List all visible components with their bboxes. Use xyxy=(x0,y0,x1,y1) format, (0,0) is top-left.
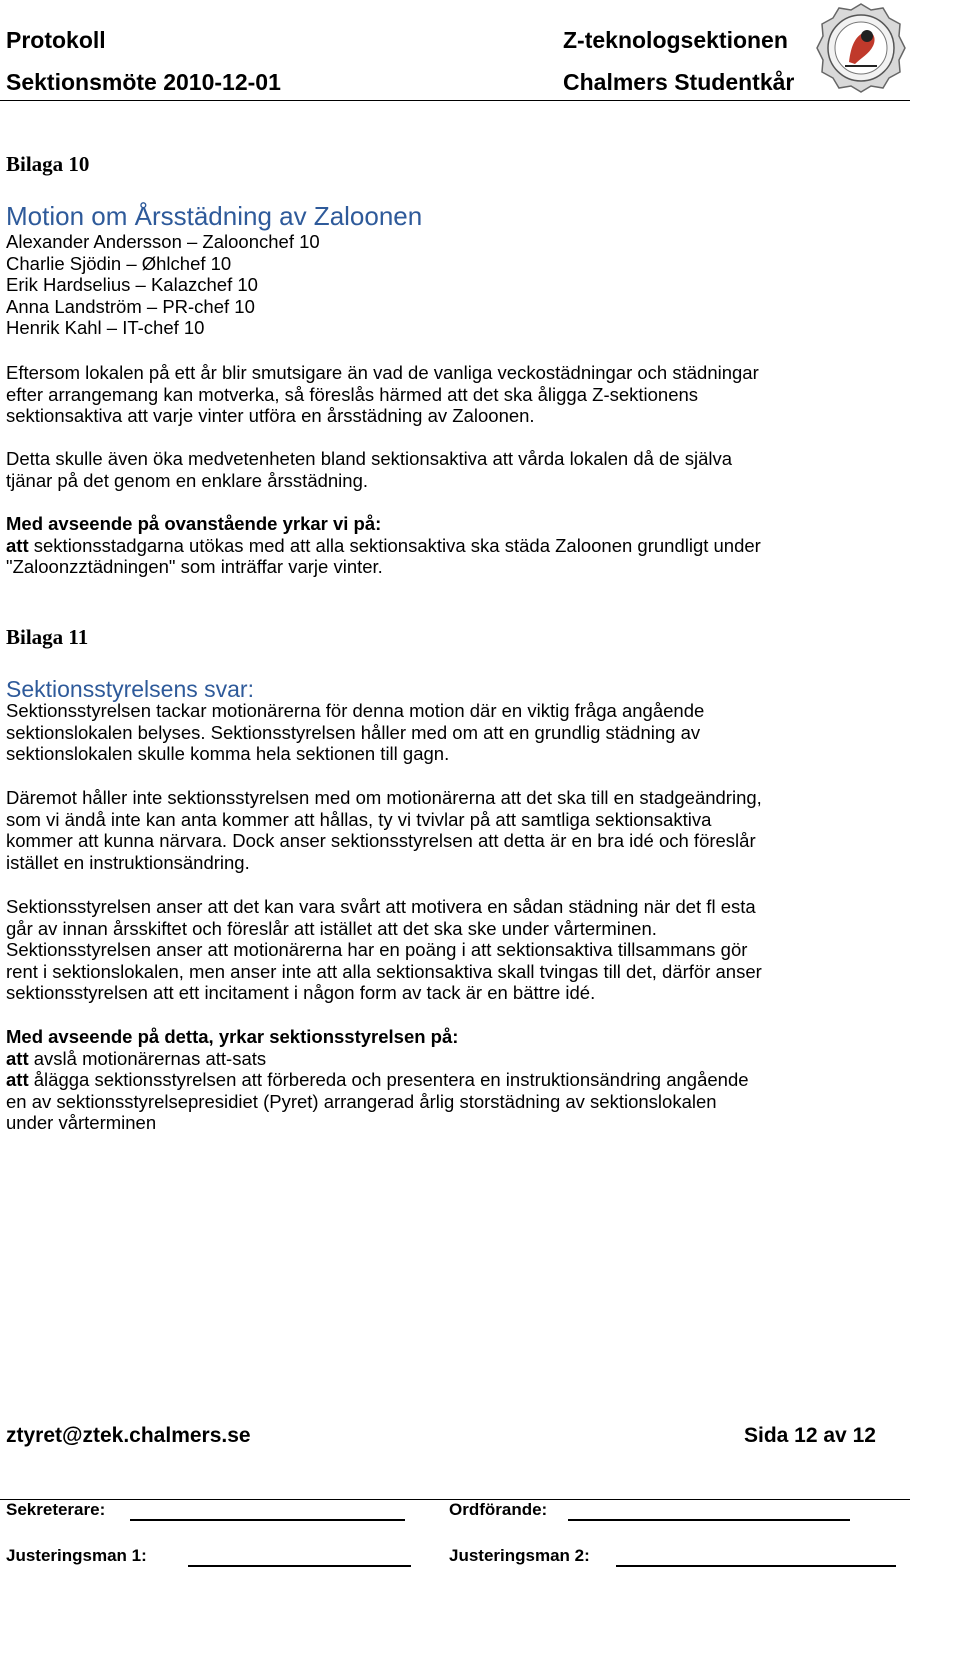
paragraph-line: rent i sektionslokalen, men anser inte att alla sektionsaktiva skall tvingas till det, därför anser xyxy=(6,960,762,982)
demand-line xyxy=(6,535,906,557)
author-item: Charlie Sjödin – Øhlchef 10 xyxy=(6,252,232,274)
demand-line: "Zaloonzztädningen" som inträffar varje vinter. xyxy=(6,556,383,577)
union-name: Chalmers Studentkår xyxy=(563,69,795,95)
paragraph-line: efter arrangemang kan motverka, så föreslås härmed att det ska åligga Z-sektionens xyxy=(6,383,699,405)
paragraph-line: Sektionsstyrelsen tackar motionärerna för denna motion där en viktig fråga angående xyxy=(6,700,705,721)
contact-email: ztyret@ztek.chalmers.se xyxy=(6,1424,251,1447)
demand-text: ålägga sektionsstyrelsen att förbereda och presentera en instruktionsändring angående xyxy=(28,1069,749,1090)
att-keyword: att xyxy=(6,534,29,556)
motion-paragraph-1 xyxy=(6,362,906,427)
secretary-signature-line xyxy=(130,1519,405,1521)
reply-paragraph-1 xyxy=(6,700,906,765)
adjuster-2-signature-line xyxy=(616,1565,896,1567)
paragraph-line: Däremot håller inte sektionsstyrelsen med om motionärerna att det ska till en stadgeändring, xyxy=(6,787,762,808)
reply-paragraph-2 xyxy=(6,787,906,873)
chair-label: Ordförande: xyxy=(449,1500,548,1519)
paragraph-line: sektionslokalen skulle komma hela sektionen till gagn. xyxy=(6,743,450,764)
motion-paragraph-2 xyxy=(6,448,906,491)
author-item: Alexander Andersson – Zaloonchef 10 xyxy=(6,231,320,252)
paragraph-line: kommer att kunna närvara. Dock anser sektionsstyrelsen att detta är en bra idé och föreslår xyxy=(6,830,756,851)
demand-line: under vårterminen xyxy=(6,1112,157,1133)
page-number: Sida 12 av 12 xyxy=(744,1424,876,1447)
protocol-label: Protokoll xyxy=(6,27,106,53)
motion-demand xyxy=(6,513,906,578)
adjuster-2-label: Justeringsman 2: xyxy=(449,1546,590,1565)
meeting-date: Sektionsmöte 2010-12-01 xyxy=(6,69,281,95)
appendix-10-heading: Bilaga 10 xyxy=(6,152,90,176)
adjuster-1-label: Justeringsman 1: xyxy=(6,1546,147,1565)
reply-paragraph-3 xyxy=(6,896,906,1004)
author-list xyxy=(6,231,906,339)
demand-line xyxy=(6,1069,906,1091)
demand-text: avslå motionärernas att-sats xyxy=(28,1047,267,1069)
demand-line: en av sektionsstyrelsepresidiet (Pyret) arrangerad årlig storstädning av sektionslokalen xyxy=(6,1090,717,1112)
board-reply-title: Sektionsstyrelsens svar: xyxy=(6,676,254,702)
paragraph-line: går av innan årsskiftet och föreslår att istället att det ska ske under vårterminen. xyxy=(6,917,657,939)
demand-text: sektionsstadgarna utökas med att alla sektionsaktiva ska städa Zaloonen grundligt under xyxy=(28,534,761,556)
author-item: Henrik Kahl – IT-chef 10 xyxy=(6,317,205,338)
author-item: Erik Hardselius – Kalazchef 10 xyxy=(6,274,258,295)
section-seal-logo-icon xyxy=(815,2,907,94)
paragraph-line: tjänar på det genom en enklare årsstädning. xyxy=(6,469,369,491)
paragraph-line: Sektionsstyrelsen anser att motionärerna har en poäng i att sektionsaktiva tillsammans gör xyxy=(6,939,748,960)
paragraph-line: sektionslokalen belyses. Sektionsstyrelsen håller med om att en grundlig städning av xyxy=(6,721,701,743)
motion-title: Motion om Årsstädning av Zaloonen xyxy=(6,201,423,231)
paragraph-line: Eftersom lokalen på ett år blir smutsigare än vad de vanliga veckostädningar och städningar xyxy=(6,362,759,383)
chair-signature-line xyxy=(568,1519,850,1521)
board-demand xyxy=(6,1026,906,1134)
demand-heading: Med avseende på ovanstående yrkar vi på: xyxy=(6,513,382,534)
secretary-label: Sekreterare: xyxy=(6,1500,106,1519)
att-keyword: att xyxy=(6,1069,29,1090)
att-keyword: att xyxy=(6,1047,29,1069)
appendix-11-heading: Bilaga 11 xyxy=(6,625,89,649)
demand-heading: Med avseende på detta, yrkar sektionsstyrelsen på: xyxy=(6,1026,459,1047)
paragraph-line: sektionsaktiva att varje vinter utföra en årsstädning av Zaloonen. xyxy=(6,405,535,426)
author-item: Anna Landström – PR-chef 10 xyxy=(6,295,255,317)
adjuster-1-signature-line xyxy=(188,1565,411,1567)
demand-line xyxy=(6,1048,906,1070)
paragraph-line: istället en instruktionsändring. xyxy=(6,851,250,873)
paragraph-line: Detta skulle även öka medvetenheten bland sektionsaktiva att vårda lokalen då de själva xyxy=(6,448,733,469)
header-divider xyxy=(0,100,910,101)
paragraph-line: Sektionsstyrelsen anser att det kan vara svårt att motivera en sådan städning när det fl esta xyxy=(6,896,756,917)
paragraph-line: sektionsstyrelsen att ett incitament i någon form av tack är en bättre idé. xyxy=(6,982,596,1003)
section-name: Z-teknologsektionen xyxy=(563,27,788,53)
paragraph-line: som vi ändå inte kan anta kommer att hållas, ty vi tvivlar på att samtliga sektionsaktiva xyxy=(6,808,712,830)
